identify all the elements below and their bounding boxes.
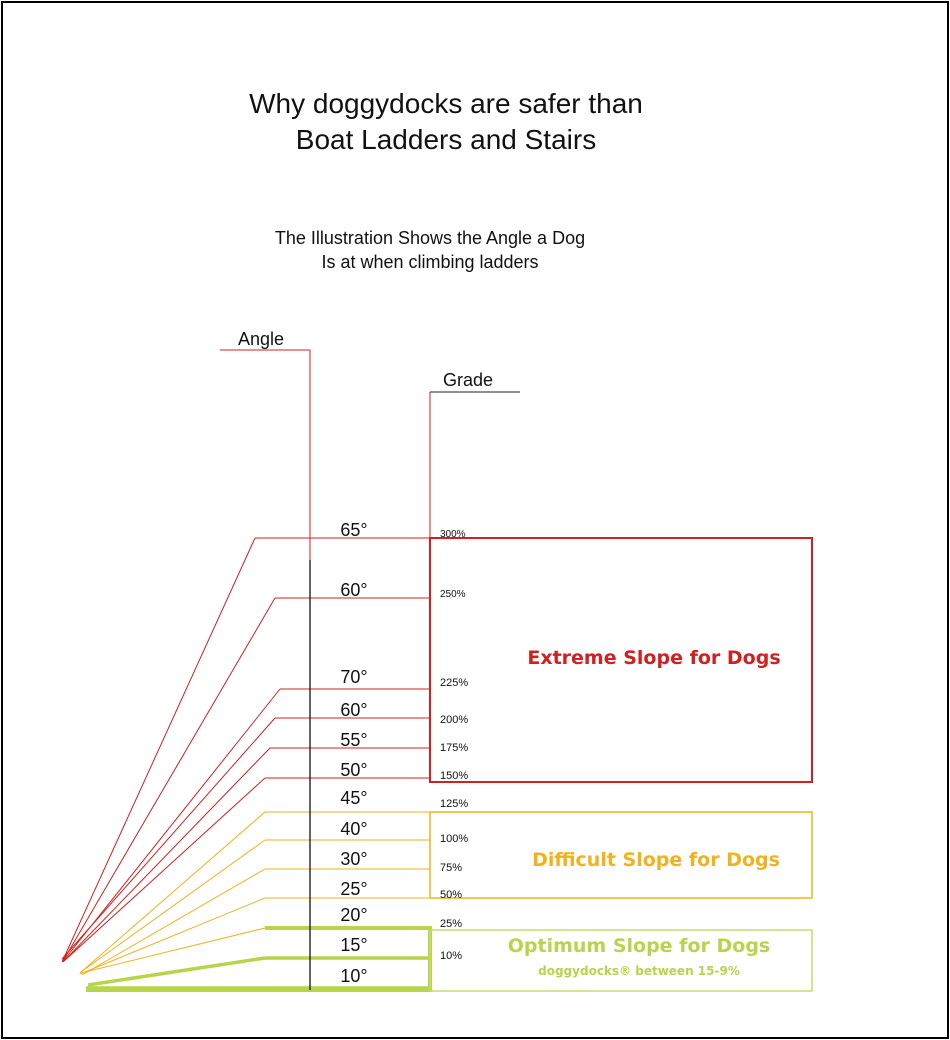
grade-label: 100% xyxy=(440,833,469,845)
difficult-zone-label: Difficult Slope for Dogs xyxy=(532,849,780,871)
angle-label: 10° xyxy=(340,966,368,986)
grade-label: 200% xyxy=(440,714,469,726)
grade-label: 300% xyxy=(440,529,466,540)
grade-header: Grade xyxy=(443,370,494,390)
grade-label: 225% xyxy=(440,677,469,689)
grade-label: 150% xyxy=(440,770,469,782)
extreme-zone-label: Extreme Slope for Dogs xyxy=(527,647,781,669)
slope-line xyxy=(62,718,275,959)
angle-label: 30° xyxy=(340,849,368,869)
optimum-zone-note: doggydocks® between 15-9% xyxy=(538,964,740,978)
grade-label: 175% xyxy=(440,742,469,754)
angle-label: 60° xyxy=(340,700,368,720)
slope-line xyxy=(64,778,265,961)
grade-label: 75% xyxy=(440,862,463,874)
title-line-2: Boat Ladders and Stairs xyxy=(295,124,597,155)
row-labels xyxy=(340,520,468,986)
slope-line xyxy=(62,538,255,962)
grade-label: 125% xyxy=(440,798,469,810)
slope-lines xyxy=(62,538,430,990)
subtitle-line-2: Is at when climbing ladders xyxy=(321,252,539,272)
slope-line xyxy=(80,812,265,973)
slope-line xyxy=(63,748,270,962)
angle-label: 25° xyxy=(340,879,368,899)
optimum-zone-label: Optimum Slope for Dogs xyxy=(507,935,771,957)
grade-label: 250% xyxy=(440,589,466,600)
angle-label: 20° xyxy=(340,905,368,925)
angle-header: Angle xyxy=(238,329,285,349)
slope-line xyxy=(82,869,265,975)
angle-label: 60° xyxy=(340,580,368,600)
angle-label: 50° xyxy=(340,760,368,780)
subtitle-line-1: The Illustration Shows the Angle a Dog xyxy=(274,228,586,248)
angle-label: 15° xyxy=(340,935,368,955)
angle-label: 40° xyxy=(340,819,368,839)
slope-line xyxy=(81,928,265,973)
angle-label: 45° xyxy=(340,788,368,808)
title-line-1: Why doggydocks are safer than xyxy=(249,88,643,119)
angle-label: 65° xyxy=(340,520,368,540)
slope-line xyxy=(88,958,265,985)
grade-label: 50% xyxy=(440,889,463,901)
grade-label: 25% xyxy=(440,918,463,930)
grade-label: 10% xyxy=(440,950,463,962)
angle-label: 55° xyxy=(340,730,368,750)
angle-label: 70° xyxy=(340,667,368,687)
